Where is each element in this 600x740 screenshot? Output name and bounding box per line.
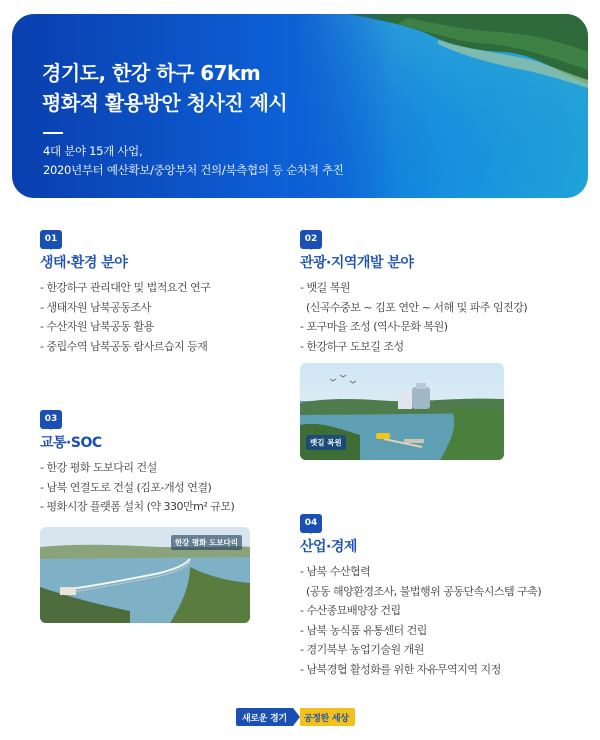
section-list bbox=[40, 278, 210, 356]
section-number: 04 bbox=[300, 514, 322, 533]
section-list bbox=[300, 278, 527, 356]
title-line-2: 평화적 활용방안 청사진 제시 bbox=[42, 91, 288, 115]
subtitle-line-2: 2020년부터 예산확보/중앙부처 건의/북측협의 등 순차적 추진 bbox=[43, 163, 344, 177]
list-item: - 남북 농식품 유통센터 건립 bbox=[300, 623, 427, 637]
section-title: 관광·지역개발 분야 bbox=[300, 255, 414, 271]
slogan-right: 공정한 세상 bbox=[300, 708, 355, 726]
list-item: - 뱃길 복원 bbox=[300, 281, 350, 294]
section-title: 교통·SOC bbox=[40, 435, 102, 451]
section-transport bbox=[40, 406, 234, 517]
header-banner bbox=[12, 14, 588, 198]
list-item: - 남북 수산협력 bbox=[300, 565, 371, 578]
list-item: (공동 해양환경조사, 불법행위 공동단속시스템 구축) bbox=[300, 584, 542, 598]
section-tourism bbox=[300, 226, 527, 356]
list-item: - 포구마을 조성 (역사·문화 복원) bbox=[300, 320, 448, 333]
list-item: - 평화시장 플랫폼 설치 (약 330만m² 규모) bbox=[40, 500, 235, 513]
section-number-badge bbox=[40, 406, 62, 430]
footer-slogan bbox=[236, 708, 355, 726]
title-line-1: 경기도, 한강 하구 67km bbox=[42, 61, 261, 85]
chevron-right-icon bbox=[293, 708, 300, 726]
list-item: - 한강 평화 도보다리 건설 bbox=[40, 461, 157, 474]
list-item: - 수산종묘배양장 건립 bbox=[300, 604, 401, 617]
list-item: - 남북경협 활성화를 위한 자유무역지역 지정 bbox=[300, 662, 501, 676]
section-number-badge bbox=[300, 226, 322, 250]
waterway-photo bbox=[300, 363, 504, 460]
section-number-badge bbox=[300, 510, 322, 534]
section-number-badge bbox=[40, 226, 62, 250]
list-item: - 중립수역 남북공동 람사르습지 등재 bbox=[40, 339, 208, 353]
list-item: - 남북 연결도로 건설 (김포-개성 연결) bbox=[40, 480, 212, 494]
photo-caption: 한강 평화 도보다리 bbox=[171, 535, 242, 550]
section-list bbox=[40, 458, 234, 517]
photo-caption: 뱃길 복원 bbox=[306, 435, 346, 450]
list-item: - 한강하구 도보길 조성 bbox=[300, 339, 404, 353]
section-number: 03 bbox=[40, 410, 62, 429]
section-number: 01 bbox=[40, 230, 62, 249]
list-item: - 한강하구 관리대안 및 법적요건 연구 bbox=[40, 281, 211, 294]
section-list bbox=[300, 562, 541, 679]
list-item: - 수산자원 남북공동 활용 bbox=[40, 320, 154, 333]
list-item: - 경기북부 농업기술원 개원 bbox=[300, 643, 424, 656]
title-divider bbox=[43, 132, 63, 134]
list-item: (신곡수중보 ~ 김포 연안 ~ 서해 및 파주 임진강) bbox=[300, 300, 528, 314]
section-title: 생태·환경 분야 bbox=[40, 255, 128, 271]
section-industry bbox=[300, 510, 541, 679]
section-ecology bbox=[40, 226, 210, 356]
page-title bbox=[42, 58, 287, 118]
slogan-left: 새로운 경기 bbox=[236, 708, 293, 726]
section-number: 02 bbox=[300, 230, 322, 249]
page-subtitle bbox=[43, 142, 344, 180]
footbridge-photo bbox=[40, 527, 250, 623]
section-title: 산업·경제 bbox=[300, 539, 357, 555]
subtitle-line-1: 4대 분야 15개 사업, bbox=[43, 144, 143, 158]
list-item: - 생태자원 남북공동조사 bbox=[40, 300, 151, 314]
